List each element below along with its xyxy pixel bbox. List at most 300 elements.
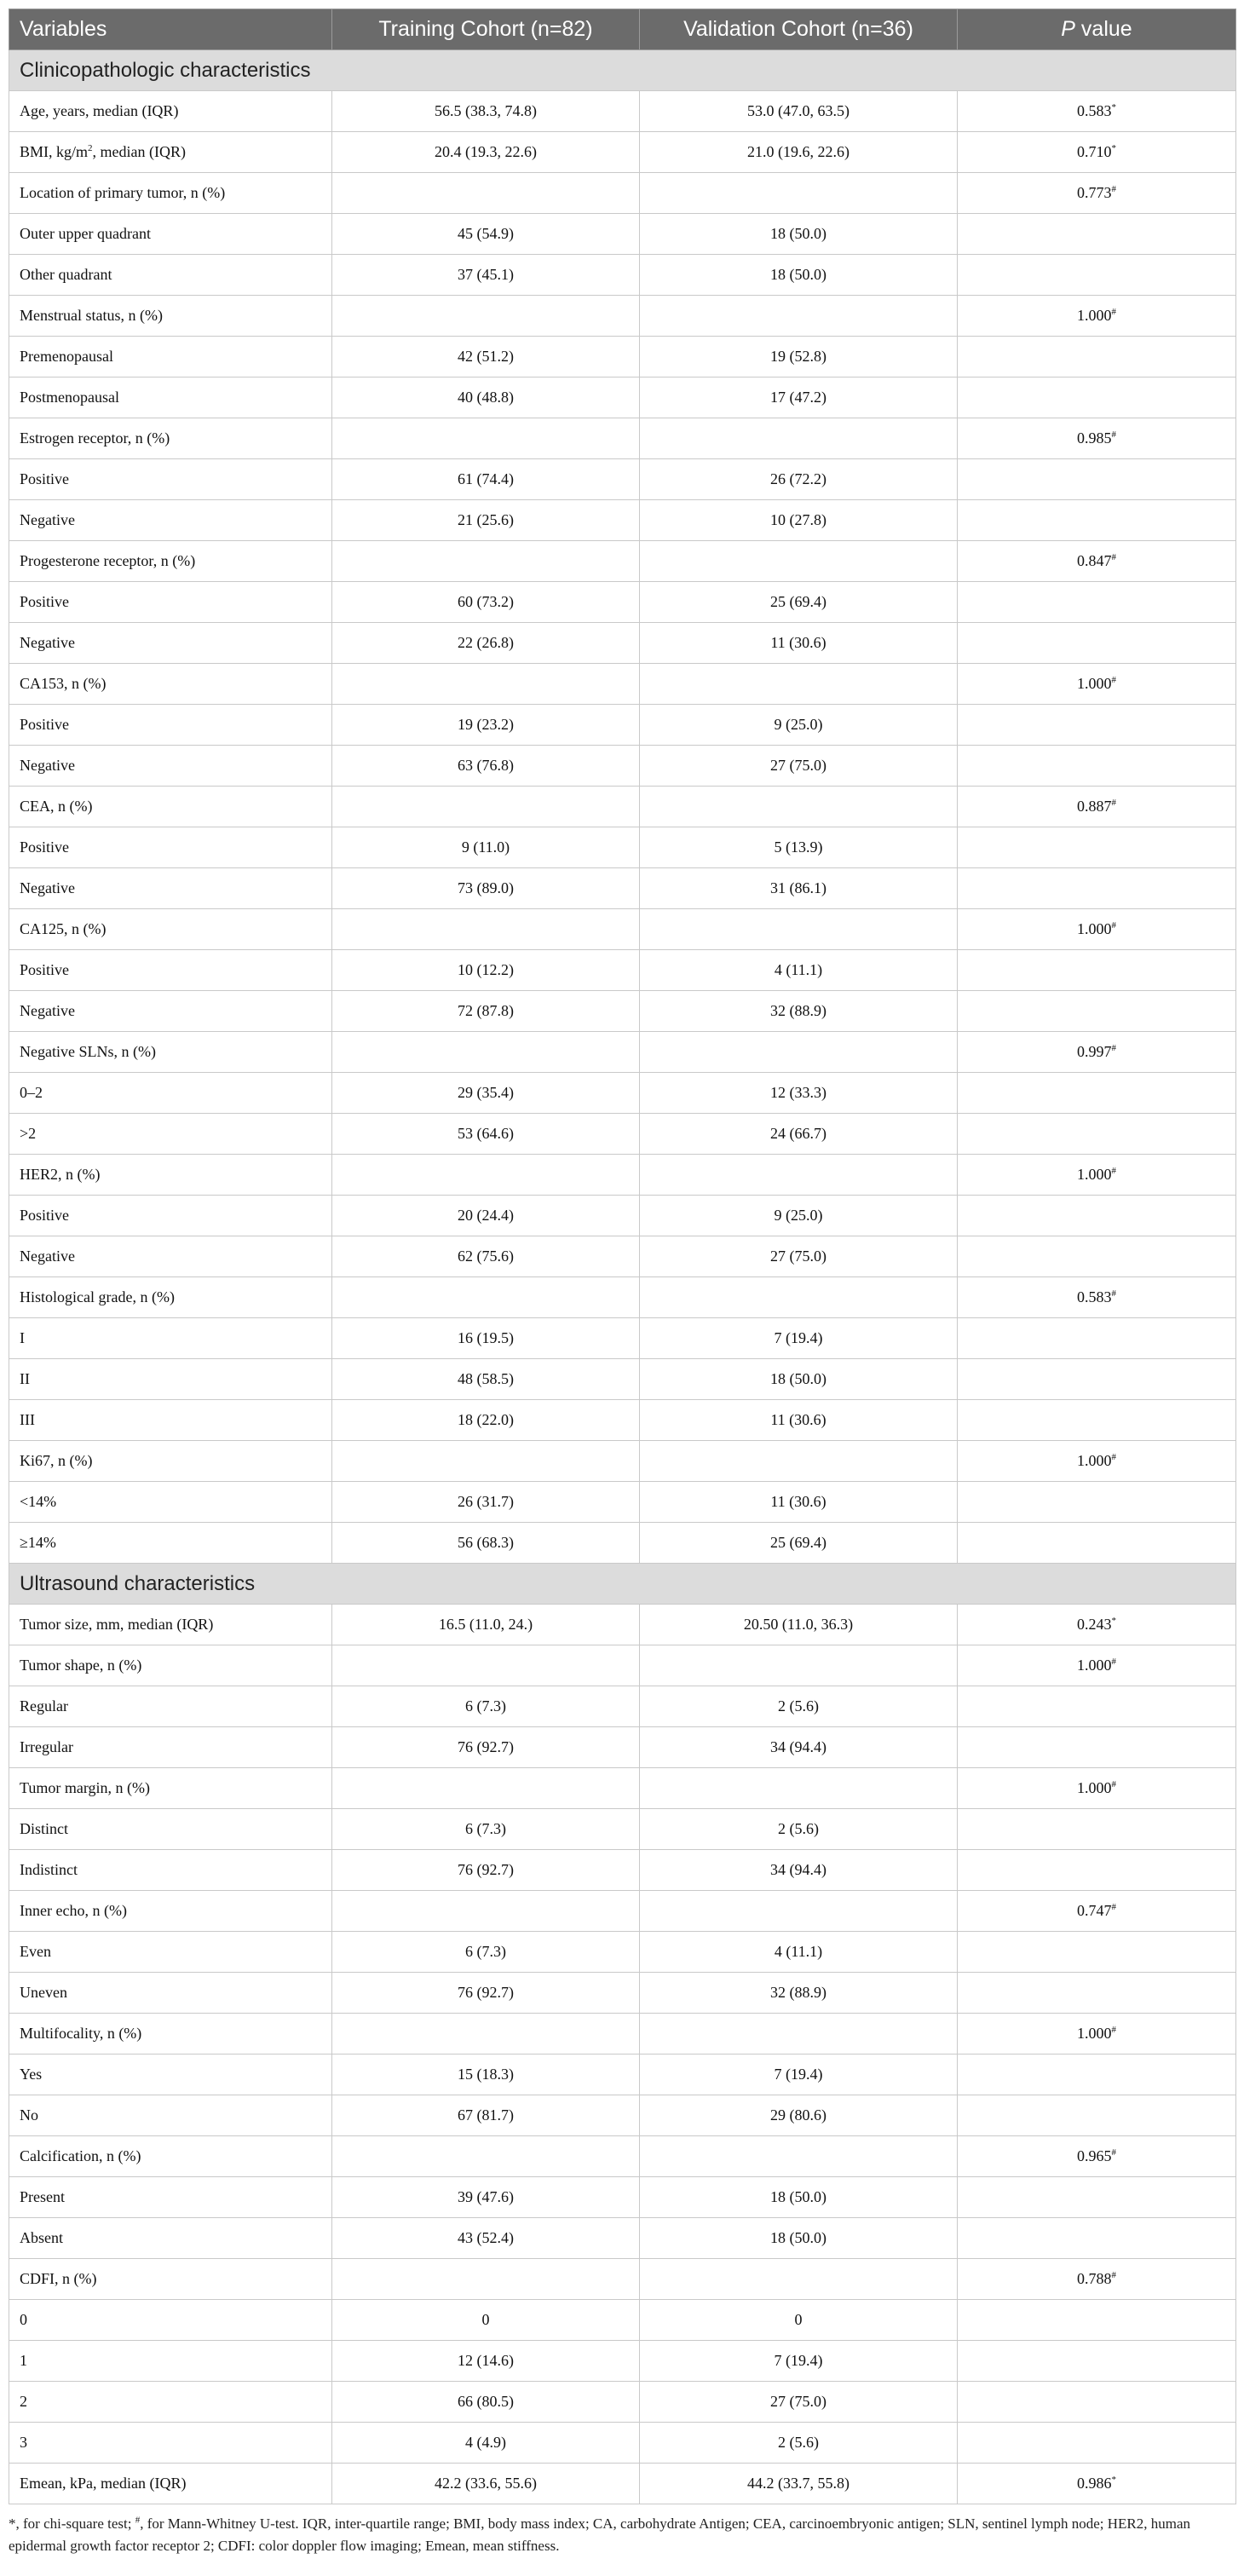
table-row bbox=[9, 2136, 1236, 2177]
pvalue-test-mark: * bbox=[1111, 102, 1116, 112]
validation-cell bbox=[640, 1891, 958, 1932]
table-row bbox=[9, 2300, 1236, 2341]
pvalue-test-mark: # bbox=[1111, 798, 1116, 808]
training-cell bbox=[332, 2259, 640, 2300]
variable-cell bbox=[9, 2014, 332, 2054]
validation-cell: 31 (86.1) bbox=[640, 868, 958, 909]
table-row bbox=[9, 1973, 1236, 2014]
validation-cell bbox=[640, 909, 958, 950]
variable-label: Estrogen receptor, n (%) bbox=[20, 429, 170, 447]
variable-label: Inner echo, n (%) bbox=[20, 1902, 127, 1919]
training-cell bbox=[332, 1891, 640, 1932]
training-cell: 10 (12.2) bbox=[332, 950, 640, 991]
variable-label: Regular bbox=[20, 1697, 68, 1714]
variable-label: BMI, kg/m bbox=[20, 143, 89, 160]
training-cell: 56 (68.3) bbox=[332, 1523, 640, 1564]
table-row bbox=[9, 1236, 1236, 1277]
validation-cell: 4 (11.1) bbox=[640, 1932, 958, 1973]
training-cell: 63 (76.8) bbox=[332, 746, 640, 787]
pvalue-number: 0.847 bbox=[1077, 552, 1112, 569]
validation-cell: 29 (80.6) bbox=[640, 2095, 958, 2136]
validation-cell: 25 (69.4) bbox=[640, 1523, 958, 1564]
table-row bbox=[9, 1891, 1236, 1932]
variable-cell bbox=[9, 1359, 332, 1400]
training-cell: 22 (26.8) bbox=[332, 623, 640, 664]
pvalue-cell bbox=[958, 664, 1236, 705]
pvalue-test-mark: # bbox=[1111, 307, 1116, 317]
variable-label: Negative bbox=[20, 634, 75, 651]
variable-cell bbox=[9, 623, 332, 664]
pvalue-cell bbox=[958, 1073, 1236, 1114]
training-cell: 19 (23.2) bbox=[332, 705, 640, 746]
pvalue-number: 0.583 bbox=[1077, 102, 1112, 119]
variable-cell bbox=[9, 1196, 332, 1236]
training-cell: 60 (73.2) bbox=[332, 582, 640, 623]
variable-label: Ki67, n (%) bbox=[20, 1452, 93, 1469]
training-cell: 18 (22.0) bbox=[332, 1400, 640, 1441]
table-row bbox=[9, 664, 1236, 705]
validation-cell: 20.50 (11.0, 36.3) bbox=[640, 1605, 958, 1645]
table-row bbox=[9, 2341, 1236, 2382]
variable-label: Tumor margin, n (%) bbox=[20, 1779, 150, 1796]
variable-cell bbox=[9, 2382, 332, 2423]
training-cell: 66 (80.5) bbox=[332, 2382, 640, 2423]
footnote-part2: , for Mann-Whitney U-test. IQR, inter-quartile range; BMI, body mass index; CA, carbohydrate Antigen; CEA, carcinoembryonic antigen; SLN, sentinel lymph node; HER2, human epidermal growth factor receptor 2; CDFI: color doppler flow imaging; Emean, mean stiffness. bbox=[9, 2515, 1191, 2554]
pvalue-cell bbox=[958, 377, 1236, 418]
training-cell: 42 (51.2) bbox=[332, 337, 640, 377]
table-row bbox=[9, 1932, 1236, 1973]
variable-label: <14% bbox=[20, 1493, 57, 1510]
pvalue-cell bbox=[958, 2382, 1236, 2423]
table-row bbox=[9, 296, 1236, 337]
variable-cell bbox=[9, 664, 332, 705]
training-cell bbox=[332, 541, 640, 582]
variable-cell bbox=[9, 132, 332, 173]
pvalue-cell bbox=[958, 255, 1236, 296]
variable-cell bbox=[9, 746, 332, 787]
table-row bbox=[9, 787, 1236, 827]
validation-cell bbox=[640, 173, 958, 214]
validation-cell bbox=[640, 2259, 958, 2300]
training-cell: 0 bbox=[332, 2300, 640, 2341]
pvalue-cell bbox=[958, 1605, 1236, 1645]
variable-cell bbox=[9, 337, 332, 377]
variable-cell bbox=[9, 418, 332, 459]
pvalue-number: 0.243 bbox=[1077, 1616, 1112, 1633]
table-row bbox=[9, 255, 1236, 296]
pvalue-cell bbox=[958, 337, 1236, 377]
training-cell: 61 (74.4) bbox=[332, 459, 640, 500]
pvalue-cell bbox=[958, 1523, 1236, 1564]
pvalue-cell bbox=[958, 787, 1236, 827]
pvalue-cell bbox=[958, 1891, 1236, 1932]
variable-label: Location of primary tumor, n (%) bbox=[20, 184, 226, 201]
variable-cell bbox=[9, 950, 332, 991]
variable-label: Progesterone receptor, n (%) bbox=[20, 552, 196, 569]
training-cell: 20.4 (19.3, 22.6) bbox=[332, 132, 640, 173]
validation-cell: 19 (52.8) bbox=[640, 337, 958, 377]
training-cell: 6 (7.3) bbox=[332, 1809, 640, 1850]
pvalue-test-mark: * bbox=[1111, 2475, 1116, 2485]
table-row bbox=[9, 991, 1236, 1032]
validation-cell bbox=[640, 418, 958, 459]
table-row bbox=[9, 1400, 1236, 1441]
variable-label: Absent bbox=[20, 2229, 63, 2246]
section-title: Clinicopathologic characteristics bbox=[9, 50, 1236, 91]
pvalue-test-mark: # bbox=[1111, 1166, 1116, 1176]
variable-cell bbox=[9, 827, 332, 868]
training-cell: 39 (47.6) bbox=[332, 2177, 640, 2218]
pvalue-cell bbox=[958, 1277, 1236, 1318]
table-row bbox=[9, 337, 1236, 377]
training-cell: 42.2 (33.6, 55.6) bbox=[332, 2464, 640, 2504]
pvalue-cell bbox=[958, 1686, 1236, 1727]
pvalue-cell bbox=[958, 1032, 1236, 1073]
variable-label: Tumor size, mm, median (IQR) bbox=[20, 1616, 214, 1633]
variable-label: 1 bbox=[20, 2352, 27, 2369]
variable-label: CEA, n (%) bbox=[20, 798, 93, 815]
pvalue-number: 0.887 bbox=[1077, 798, 1112, 815]
pvalue-test-mark: # bbox=[1111, 552, 1116, 562]
variable-label: Calcification, n (%) bbox=[20, 2147, 141, 2164]
variable-label: Irregular bbox=[20, 1738, 73, 1755]
pvalue-cell bbox=[958, 541, 1236, 582]
table-row bbox=[9, 1277, 1236, 1318]
variable-label: Negative bbox=[20, 757, 75, 774]
pvalue-number: 1.000 bbox=[1077, 675, 1112, 692]
table-row bbox=[9, 418, 1236, 459]
variable-label: 2 bbox=[20, 2393, 27, 2410]
variable-cell bbox=[9, 705, 332, 746]
training-cell: 26 (31.7) bbox=[332, 1482, 640, 1523]
pvalue-cell bbox=[958, 1236, 1236, 1277]
pvalue-cell bbox=[958, 1809, 1236, 1850]
header-pvalue bbox=[958, 9, 1236, 50]
pvalue-test-mark: # bbox=[1111, 1452, 1116, 1462]
variable-cell bbox=[9, 1973, 332, 2014]
variable-label: No bbox=[20, 2106, 38, 2124]
table-row bbox=[9, 2259, 1236, 2300]
header-variables: Variables bbox=[9, 9, 332, 50]
variable-label: II bbox=[20, 1370, 30, 1387]
variable-cell bbox=[9, 1727, 332, 1768]
variable-cell bbox=[9, 1482, 332, 1523]
training-cell bbox=[332, 1645, 640, 1686]
pvalue-cell bbox=[958, 623, 1236, 664]
training-cell bbox=[332, 1441, 640, 1482]
variable-cell bbox=[9, 1318, 332, 1359]
variable-label: Negative bbox=[20, 1248, 75, 1265]
validation-cell: 10 (27.8) bbox=[640, 500, 958, 541]
training-cell: 67 (81.7) bbox=[332, 2095, 640, 2136]
validation-cell: 32 (88.9) bbox=[640, 1973, 958, 2014]
table-row bbox=[9, 1114, 1236, 1155]
table-row bbox=[9, 1686, 1236, 1727]
variable-cell bbox=[9, 91, 332, 132]
header-pvalue-italic: P bbox=[1061, 17, 1075, 41]
variable-cell bbox=[9, 1686, 332, 1727]
training-cell bbox=[332, 1768, 640, 1809]
training-cell bbox=[332, 1032, 640, 1073]
variable-cell bbox=[9, 1032, 332, 1073]
pvalue-cell bbox=[958, 1768, 1236, 1809]
table-row bbox=[9, 2014, 1236, 2054]
variable-cell bbox=[9, 2423, 332, 2464]
table-row bbox=[9, 1645, 1236, 1686]
variable-cell bbox=[9, 377, 332, 418]
variable-label: Tumor shape, n (%) bbox=[20, 1657, 142, 1674]
pvalue-cell bbox=[958, 1932, 1236, 1973]
pvalue-test-mark: # bbox=[1111, 675, 1116, 685]
validation-cell: 34 (94.4) bbox=[640, 1850, 958, 1891]
variable-cell bbox=[9, 2054, 332, 2095]
header-training: Training Cohort (n=82) bbox=[332, 9, 640, 50]
variable-cell bbox=[9, 541, 332, 582]
pvalue-number: 0.710 bbox=[1077, 143, 1112, 160]
pvalue-number: 1.000 bbox=[1077, 1657, 1112, 1674]
validation-cell: 0 bbox=[640, 2300, 958, 2341]
variable-cell bbox=[9, 2464, 332, 2504]
variable-label: Distinct bbox=[20, 1820, 68, 1837]
validation-cell: 17 (47.2) bbox=[640, 377, 958, 418]
training-cell bbox=[332, 1155, 640, 1196]
pvalue-test-mark: * bbox=[1111, 143, 1116, 153]
variable-cell bbox=[9, 459, 332, 500]
pvalue-cell bbox=[958, 2095, 1236, 2136]
training-cell bbox=[332, 2136, 640, 2177]
pvalue-test-mark: # bbox=[1111, 1288, 1116, 1299]
validation-cell bbox=[640, 1768, 958, 1809]
training-cell bbox=[332, 2014, 640, 2054]
table-row bbox=[9, 132, 1236, 173]
training-cell: 76 (92.7) bbox=[332, 1727, 640, 1768]
variable-label: Positive bbox=[20, 593, 70, 610]
pvalue-cell bbox=[958, 2014, 1236, 2054]
training-cell: 53 (64.6) bbox=[332, 1114, 640, 1155]
variable-label: 3 bbox=[20, 2434, 27, 2451]
pvalue-cell bbox=[958, 1318, 1236, 1359]
training-cell: 21 (25.6) bbox=[332, 500, 640, 541]
header-validation: Validation Cohort (n=36) bbox=[640, 9, 958, 50]
validation-cell: 27 (75.0) bbox=[640, 746, 958, 787]
section-title: Ultrasound characteristics bbox=[9, 1564, 1236, 1605]
pvalue-cell bbox=[958, 2136, 1236, 2177]
variable-label-suffix: , median (IQR) bbox=[92, 143, 186, 160]
training-cell: 12 (14.6) bbox=[332, 2341, 640, 2382]
training-cell bbox=[332, 296, 640, 337]
variable-cell bbox=[9, 214, 332, 255]
pvalue-cell bbox=[958, 500, 1236, 541]
validation-cell: 2 (5.6) bbox=[640, 2423, 958, 2464]
footnote-part1: , for chi-square test; bbox=[15, 2515, 135, 2532]
variable-label: Postmenopausal bbox=[20, 389, 119, 406]
training-cell: 29 (35.4) bbox=[332, 1073, 640, 1114]
table-row bbox=[9, 2423, 1236, 2464]
pvalue-test-mark: * bbox=[1111, 1616, 1116, 1626]
validation-cell bbox=[640, 2136, 958, 2177]
training-cell: 16 (19.5) bbox=[332, 1318, 640, 1359]
pvalue-number: 0.788 bbox=[1077, 2270, 1112, 2287]
variable-cell bbox=[9, 296, 332, 337]
training-cell: 48 (58.5) bbox=[332, 1359, 640, 1400]
table-row bbox=[9, 950, 1236, 991]
validation-cell: 18 (50.0) bbox=[640, 214, 958, 255]
variable-cell bbox=[9, 2218, 332, 2259]
training-cell: 40 (48.8) bbox=[332, 377, 640, 418]
header-pvalue-rest: value bbox=[1074, 17, 1132, 41]
variable-cell bbox=[9, 787, 332, 827]
variable-cell bbox=[9, 255, 332, 296]
table-row bbox=[9, 705, 1236, 746]
characteristics-table bbox=[9, 9, 1236, 2504]
validation-cell bbox=[640, 1277, 958, 1318]
variable-label: Present bbox=[20, 2188, 65, 2205]
pvalue-cell bbox=[958, 1196, 1236, 1236]
pvalue-cell bbox=[958, 2300, 1236, 2341]
pvalue-cell bbox=[958, 1155, 1236, 1196]
training-cell: 43 (52.4) bbox=[332, 2218, 640, 2259]
validation-cell: 25 (69.4) bbox=[640, 582, 958, 623]
variable-label: Positive bbox=[20, 961, 70, 978]
validation-cell: 7 (19.4) bbox=[640, 2341, 958, 2382]
pvalue-cell bbox=[958, 1441, 1236, 1482]
pvalue-test-mark: # bbox=[1111, 2147, 1116, 2158]
table-container bbox=[9, 9, 1235, 2557]
variable-cell bbox=[9, 582, 332, 623]
variable-cell bbox=[9, 1891, 332, 1932]
pvalue-cell bbox=[958, 2054, 1236, 2095]
pvalue-test-mark: # bbox=[1111, 1779, 1116, 1789]
pvalue-cell bbox=[958, 2218, 1236, 2259]
table-row bbox=[9, 2382, 1236, 2423]
table-row bbox=[9, 500, 1236, 541]
validation-cell: 27 (75.0) bbox=[640, 2382, 958, 2423]
pvalue-cell bbox=[958, 705, 1236, 746]
variable-label: Positive bbox=[20, 838, 70, 856]
pvalue-cell bbox=[958, 1400, 1236, 1441]
header-row bbox=[9, 9, 1236, 50]
validation-cell bbox=[640, 541, 958, 582]
pvalue-cell bbox=[958, 991, 1236, 1032]
training-cell: 72 (87.8) bbox=[332, 991, 640, 1032]
variable-cell bbox=[9, 909, 332, 950]
table-row bbox=[9, 1850, 1236, 1891]
pvalue-cell bbox=[958, 1359, 1236, 1400]
variable-cell bbox=[9, 1277, 332, 1318]
table-body bbox=[9, 50, 1236, 2504]
variable-label: CDFI, n (%) bbox=[20, 2270, 97, 2287]
pvalue-cell bbox=[958, 2423, 1236, 2464]
pvalue-cell bbox=[958, 2464, 1236, 2504]
variable-cell bbox=[9, 1523, 332, 1564]
pvalue-number: 0.773 bbox=[1077, 184, 1112, 201]
variable-cell bbox=[9, 1605, 332, 1645]
validation-cell bbox=[640, 1155, 958, 1196]
variable-cell bbox=[9, 173, 332, 214]
validation-cell bbox=[640, 1645, 958, 1686]
validation-cell: 18 (50.0) bbox=[640, 2177, 958, 2218]
variable-cell bbox=[9, 1155, 332, 1196]
pvalue-test-mark: # bbox=[1111, 1043, 1116, 1053]
variable-label: Positive bbox=[20, 1207, 70, 1224]
pvalue-number: 1.000 bbox=[1077, 2025, 1112, 2042]
validation-cell: 26 (72.2) bbox=[640, 459, 958, 500]
variable-label: Positive bbox=[20, 470, 70, 487]
section-row bbox=[9, 1564, 1236, 1605]
pvalue-number: 0.583 bbox=[1077, 1288, 1112, 1305]
pvalue-test-mark: # bbox=[1111, 2270, 1116, 2280]
pvalue-number: 1.000 bbox=[1077, 1452, 1112, 1469]
pvalue-number: 0.965 bbox=[1077, 2147, 1112, 2164]
validation-cell: 11 (30.6) bbox=[640, 623, 958, 664]
variable-label: Age, years, median (IQR) bbox=[20, 102, 179, 119]
variable-cell bbox=[9, 2300, 332, 2341]
variable-cell bbox=[9, 1768, 332, 1809]
pvalue-cell bbox=[958, 418, 1236, 459]
variable-cell bbox=[9, 991, 332, 1032]
validation-cell bbox=[640, 296, 958, 337]
table-row bbox=[9, 2054, 1236, 2095]
table-row bbox=[9, 1196, 1236, 1236]
pvalue-number: 0.986 bbox=[1077, 2475, 1112, 2492]
variable-cell bbox=[9, 1441, 332, 1482]
validation-cell: 18 (50.0) bbox=[640, 1359, 958, 1400]
pvalue-cell bbox=[958, 1850, 1236, 1891]
variable-cell bbox=[9, 2177, 332, 2218]
validation-cell: 18 (50.0) bbox=[640, 255, 958, 296]
table-row bbox=[9, 91, 1236, 132]
variable-cell bbox=[9, 1809, 332, 1850]
variable-cell bbox=[9, 868, 332, 909]
footnote-star: * bbox=[9, 2515, 16, 2532]
validation-cell: 9 (25.0) bbox=[640, 705, 958, 746]
table-row bbox=[9, 1809, 1236, 1850]
variable-cell bbox=[9, 2259, 332, 2300]
table-row bbox=[9, 1318, 1236, 1359]
validation-cell: 21.0 (19.6, 22.6) bbox=[640, 132, 958, 173]
validation-cell bbox=[640, 664, 958, 705]
variable-label: HER2, n (%) bbox=[20, 1166, 101, 1183]
training-cell: 9 (11.0) bbox=[332, 827, 640, 868]
pvalue-cell bbox=[958, 582, 1236, 623]
pvalue-cell bbox=[958, 91, 1236, 132]
validation-cell: 4 (11.1) bbox=[640, 950, 958, 991]
pvalue-cell bbox=[958, 950, 1236, 991]
pvalue-cell bbox=[958, 1645, 1236, 1686]
validation-cell: 24 (66.7) bbox=[640, 1114, 958, 1155]
training-cell: 20 (24.4) bbox=[332, 1196, 640, 1236]
pvalue-cell bbox=[958, 296, 1236, 337]
validation-cell: 12 (33.3) bbox=[640, 1073, 958, 1114]
variable-cell bbox=[9, 2095, 332, 2136]
variable-label: 0 bbox=[20, 2311, 27, 2328]
training-cell: 45 (54.9) bbox=[332, 214, 640, 255]
pvalue-cell bbox=[958, 1114, 1236, 1155]
pvalue-number: 1.000 bbox=[1077, 920, 1112, 937]
table-row bbox=[9, 1155, 1236, 1196]
pvalue-test-mark: # bbox=[1111, 920, 1116, 931]
validation-cell: 11 (30.6) bbox=[640, 1482, 958, 1523]
validation-cell: 44.2 (33.7, 55.8) bbox=[640, 2464, 958, 2504]
variable-label: Negative bbox=[20, 511, 75, 528]
variable-cell bbox=[9, 1073, 332, 1114]
validation-cell: 53.0 (47.0, 63.5) bbox=[640, 91, 958, 132]
variable-label: Histological grade, n (%) bbox=[20, 1288, 175, 1305]
table-row bbox=[9, 1482, 1236, 1523]
variable-cell bbox=[9, 2136, 332, 2177]
pvalue-cell bbox=[958, 1727, 1236, 1768]
pvalue-cell bbox=[958, 2177, 1236, 2218]
